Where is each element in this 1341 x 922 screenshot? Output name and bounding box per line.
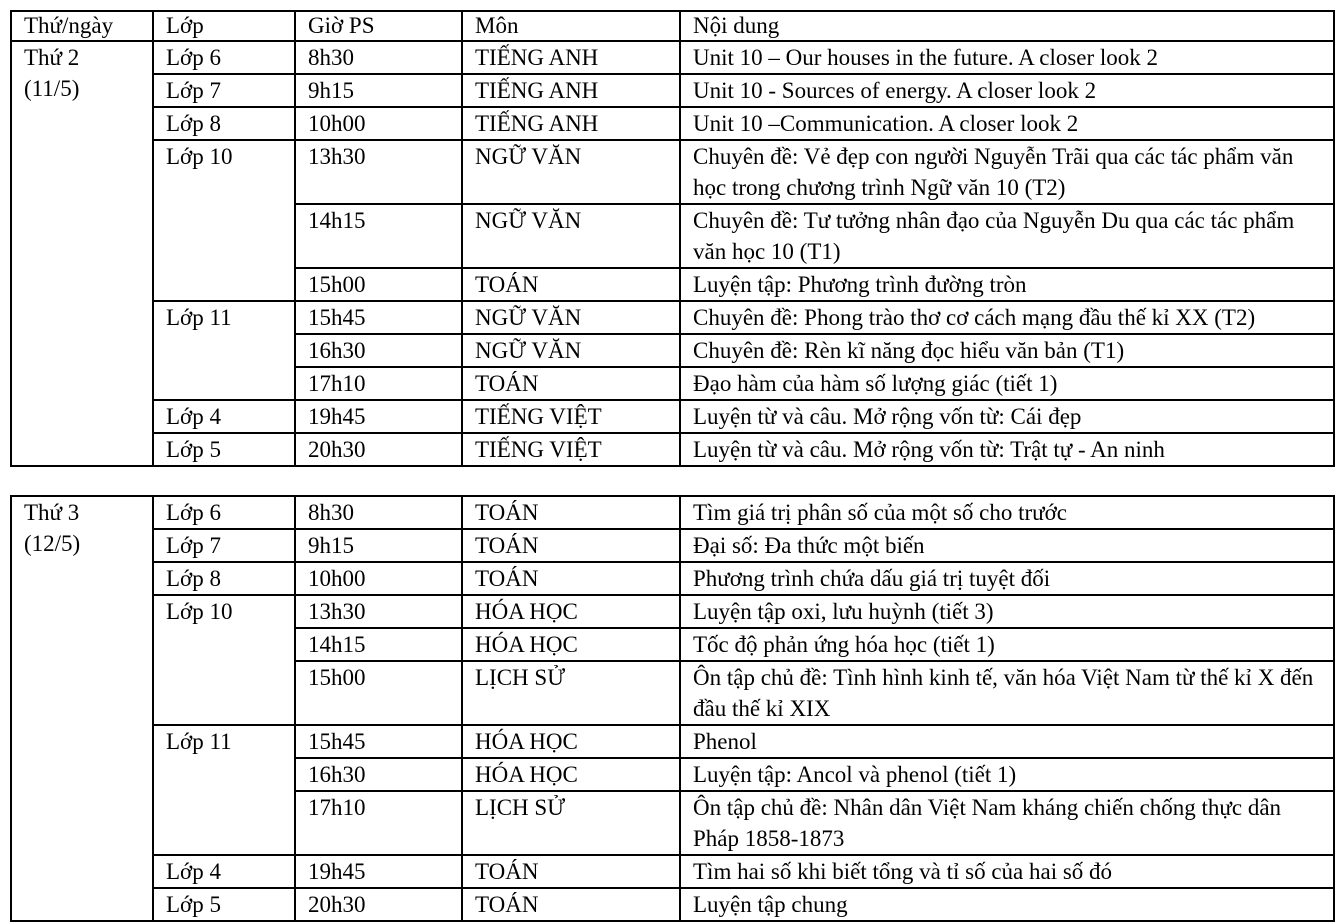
content-cell: Ôn tập chủ đề: Nhân dân Việt Nam kháng chiến chống thực dân Pháp 1858-1873	[680, 791, 1334, 855]
subject-cell: TIẾNG ANH	[462, 41, 680, 74]
table-header-row	[11, 11, 1334, 41]
subject-cell: TOÁN	[462, 562, 680, 595]
subject-cell: TIẾNG VIỆT	[462, 433, 680, 466]
class-cell: Lớp 8	[153, 562, 295, 595]
content-cell: Phenol	[680, 725, 1334, 758]
header-time: Giờ PS	[295, 11, 462, 41]
time-cell: 8h30	[295, 41, 462, 74]
time-cell: 15h00	[295, 268, 462, 301]
class-cell: Lớp 8	[153, 107, 295, 140]
schedule-table-monday	[10, 10, 1335, 467]
subject-cell: HÓA HỌC	[462, 628, 680, 661]
content-cell: Ôn tập chủ đề: Tình hình kinh tế, văn hóa Việt Nam từ thế kỉ X đến đầu thế kỉ XIX	[680, 661, 1334, 725]
table-row	[11, 107, 1334, 140]
subject-cell: TOÁN	[462, 496, 680, 529]
class-cell: Lớp 10	[153, 140, 295, 301]
subject-cell: TOÁN	[462, 268, 680, 301]
time-cell: 20h30	[295, 888, 462, 921]
subject-cell: NGỮ VĂN	[462, 204, 680, 268]
time-cell: 17h10	[295, 791, 462, 855]
time-cell: 13h30	[295, 140, 462, 204]
class-cell: Lớp 10	[153, 595, 295, 725]
content-cell: Luyện tập: Phương trình đường tròn	[680, 268, 1334, 301]
content-cell: Phương trình chứa dấu giá trị tuyệt đối	[680, 562, 1334, 595]
content-cell: Tìm giá trị phân số của một số cho trước	[680, 496, 1334, 529]
content-cell: Luyện tập chung	[680, 888, 1334, 921]
subject-cell: TIẾNG ANH	[462, 74, 680, 107]
time-cell: 19h45	[295, 855, 462, 888]
subject-cell: NGỮ VĂN	[462, 334, 680, 367]
table-row	[11, 41, 1334, 74]
content-cell: Tìm hai số khi biết tổng và tỉ số của hai số đó	[680, 855, 1334, 888]
time-cell: 16h30	[295, 334, 462, 367]
table-row	[11, 74, 1334, 107]
subject-cell: NGỮ VĂN	[462, 140, 680, 204]
time-cell: 15h45	[295, 301, 462, 334]
class-cell: Lớp 4	[153, 400, 295, 433]
subject-cell: TIẾNG VIỆT	[462, 400, 680, 433]
header-content: Nội dung	[680, 11, 1334, 41]
class-cell: Lớp 4	[153, 855, 295, 888]
content-cell: Luyện từ và câu. Mở rộng vốn từ: Trật tự - An ninh	[680, 433, 1334, 466]
day-cell	[11, 496, 153, 921]
day-name: Thứ 2	[24, 45, 80, 70]
day-name: Thứ 3	[24, 500, 80, 525]
content-cell: Đại số: Đa thức một biến	[680, 529, 1334, 562]
day-date: (11/5)	[24, 76, 80, 101]
subject-cell: NGỮ VĂN	[462, 301, 680, 334]
table-row	[11, 529, 1334, 562]
table-row	[11, 855, 1334, 888]
subject-cell: TOÁN	[462, 367, 680, 400]
table-row	[11, 301, 1334, 334]
class-cell: Lớp 7	[153, 529, 295, 562]
day-date: (12/5)	[24, 531, 81, 556]
header-subject: Môn	[462, 11, 680, 41]
subject-cell: TOÁN	[462, 529, 680, 562]
content-cell: Chuyên đề: Phong trào thơ cơ cách mạng đầu thế kỉ XX (T2)	[680, 301, 1334, 334]
class-cell: Lớp 6	[153, 496, 295, 529]
time-cell: 9h15	[295, 74, 462, 107]
subject-cell: TIẾNG ANH	[462, 107, 680, 140]
class-cell: Lớp 11	[153, 301, 295, 400]
time-cell: 10h00	[295, 562, 462, 595]
content-cell: Chuyên đề: Vẻ đẹp con người Nguyễn Trãi qua các tác phẩm văn học trong chương trình Ngữ văn 10 (T2)	[680, 140, 1334, 204]
time-cell: 14h15	[295, 204, 462, 268]
class-cell: Lớp 5	[153, 433, 295, 466]
subject-cell: HÓA HỌC	[462, 725, 680, 758]
time-cell: 20h30	[295, 433, 462, 466]
content-cell: Luyện từ và câu. Mở rộng vốn từ: Cái đẹp	[680, 400, 1334, 433]
class-cell: Lớp 6	[153, 41, 295, 74]
content-cell: Unit 10 - Sources of energy. A closer look 2	[680, 74, 1334, 107]
subject-cell: HÓA HỌC	[462, 758, 680, 791]
table-row	[11, 433, 1334, 466]
header-day: Thứ/ngày	[11, 11, 153, 41]
content-cell: Chuyên đề: Rèn kĩ năng đọc hiểu văn bản (T1)	[680, 334, 1334, 367]
time-cell: 15h45	[295, 725, 462, 758]
schedule-table-tuesday	[10, 495, 1335, 922]
table-row	[11, 725, 1334, 758]
subject-cell: TOÁN	[462, 855, 680, 888]
table-row	[11, 888, 1334, 921]
content-cell: Chuyên đề: Tư tưởng nhân đạo của Nguyễn Du qua các tác phẩm văn học 10 (T1)	[680, 204, 1334, 268]
time-cell: 15h00	[295, 661, 462, 725]
class-cell: Lớp 11	[153, 725, 295, 855]
content-cell: Luyện tập: Ancol và phenol (tiết 1)	[680, 758, 1334, 791]
subject-cell: LỊCH SỬ	[462, 661, 680, 725]
subject-cell: HÓA HỌC	[462, 595, 680, 628]
content-cell: Tốc độ phản ứng hóa học (tiết 1)	[680, 628, 1334, 661]
content-cell: Unit 10 – Our houses in the future. A closer look 2	[680, 41, 1334, 74]
table-row	[11, 140, 1334, 204]
time-cell: 13h30	[295, 595, 462, 628]
content-cell: Đạo hàm của hàm số lượng giác (tiết 1)	[680, 367, 1334, 400]
content-cell: Unit 10 –Communication. A closer look 2	[680, 107, 1334, 140]
time-cell: 14h15	[295, 628, 462, 661]
table-row	[11, 595, 1334, 628]
day-cell	[11, 41, 153, 466]
time-cell: 9h15	[295, 529, 462, 562]
time-cell: 8h30	[295, 496, 462, 529]
time-cell: 16h30	[295, 758, 462, 791]
subject-cell: TOÁN	[462, 888, 680, 921]
class-cell: Lớp 5	[153, 888, 295, 921]
time-cell: 17h10	[295, 367, 462, 400]
time-cell: 10h00	[295, 107, 462, 140]
time-cell: 19h45	[295, 400, 462, 433]
content-cell: Luyện tập oxi, lưu huỳnh (tiết 3)	[680, 595, 1334, 628]
table-row	[11, 562, 1334, 595]
class-cell: Lớp 7	[153, 74, 295, 107]
subject-cell: LỊCH SỬ	[462, 791, 680, 855]
header-class: Lớp	[153, 11, 295, 41]
table-row	[11, 496, 1334, 529]
table-row	[11, 400, 1334, 433]
